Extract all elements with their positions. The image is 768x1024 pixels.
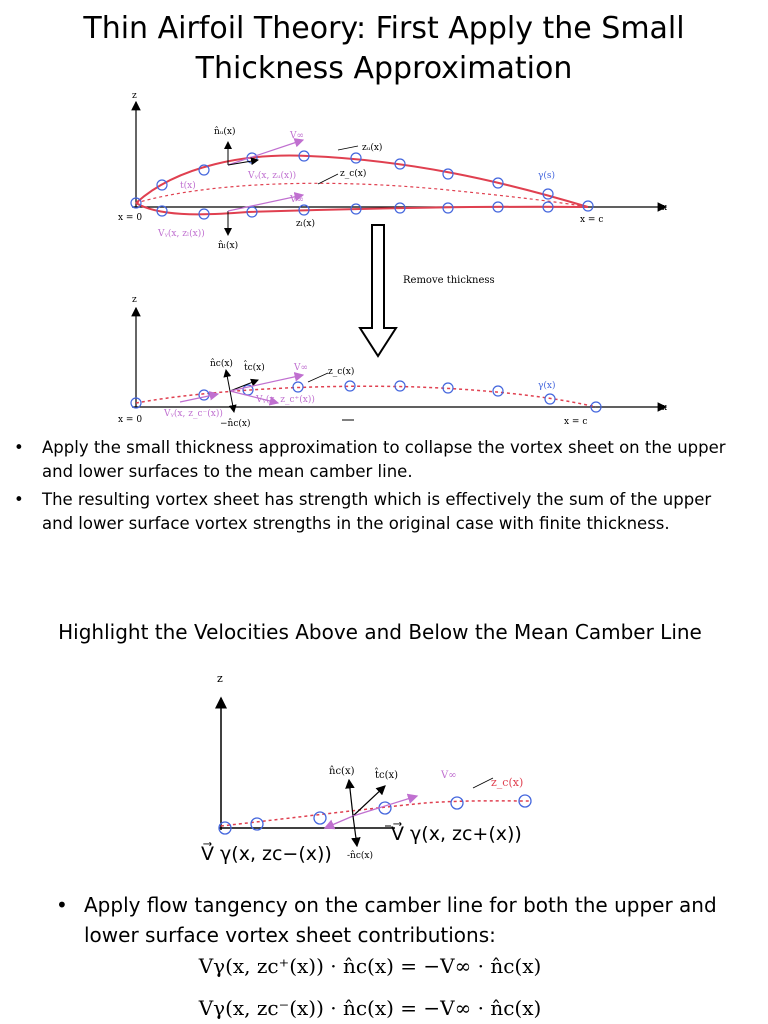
fig2-v-inf-label: V∞ bbox=[441, 770, 457, 781]
n-c-label: n̂c(x) bbox=[210, 359, 233, 369]
t-c-label: t̂c(x) bbox=[244, 363, 265, 373]
bullet-strength: • The resulting vortex sheet has strength which is effectively the sum of the upper and lower surface vortex strengths in the original case with finite thickness. bbox=[0, 488, 768, 536]
t-label: t(x) bbox=[180, 181, 196, 191]
n-l-label: n̂ₗ(x) bbox=[218, 241, 239, 251]
bullet-collapse: • Apply the small thickness approximation to collapse the vortex sheet on the upper and lower surfaces to the mean camber line. bbox=[0, 436, 768, 484]
section-subtitle: Highlight the Velocities Above and Below the Mean Camber Line bbox=[58, 620, 702, 644]
upper-xc-label: x = c bbox=[580, 215, 604, 225]
fig2-n-c-label: n̂c(x) bbox=[329, 766, 355, 777]
bullet-flow-tangency: • Apply flow tangency on the camber line for both the upper and lower surface vortex sheet contributions: bbox=[0, 890, 768, 950]
n-u-label: n̂ᵤ(x) bbox=[214, 127, 236, 137]
thickness-bullet-list bbox=[0, 436, 768, 540]
v-gamma-lower-label: Vᵧ(x, zₗ(x)) bbox=[158, 229, 205, 239]
equation-lower: Vγ(x, zc⁻(x)) · n̂c(x) = −V∞ · n̂c(x) bbox=[198, 996, 542, 1020]
v-inf-lower-label: V∞ bbox=[294, 363, 308, 373]
z-c2-label: z_c(x) bbox=[328, 367, 355, 377]
svg-text:V∞: V∞ bbox=[290, 195, 304, 205]
fig2-t-c-label: t̂c(x) bbox=[375, 770, 399, 781]
fig2-v-plus-label: V⃗ γ(x, zc+(x)) bbox=[391, 823, 522, 845]
z-l-label: zₗ(x) bbox=[296, 219, 316, 229]
lower-x0-label: x = 0 bbox=[118, 415, 143, 425]
equation-upper: Vγ(x, zc⁺(x)) · n̂c(x) = −V∞ · n̂c(x) bbox=[198, 954, 542, 978]
tangency-bullet-list bbox=[0, 890, 768, 950]
z-u-label: zᵤ(x) bbox=[362, 143, 383, 153]
airfoil-camber-line bbox=[136, 183, 588, 207]
gamma-s-label: γ(s) bbox=[538, 171, 556, 181]
title-line-1: Thin Airfoil Theory: First Apply the Small bbox=[83, 11, 685, 46]
upper-x-label: x bbox=[662, 203, 668, 213]
remove-thickness-label: Remove thickness bbox=[403, 275, 495, 286]
fig2-v-minus-label: V⃗ γ(x, zc−(x)) bbox=[201, 843, 332, 865]
v-gamma-upper-label: Vᵧ(x, zᵤ(x)) bbox=[248, 171, 297, 181]
airfoil-thickness-figure bbox=[118, 90, 680, 430]
upper-z-label: z bbox=[132, 91, 137, 101]
lower-xc-label: x = c bbox=[564, 417, 588, 427]
v-inf-upper-label: V∞ bbox=[290, 131, 304, 141]
gamma-x-label: γ(x) bbox=[538, 381, 556, 391]
z-c-label: z_c(x) bbox=[340, 169, 367, 179]
fig2-z-label: z bbox=[217, 672, 223, 685]
v-c-plus-label: Vᵧ(x, z_c⁺(x)) bbox=[256, 395, 315, 405]
title-line-2: Thickness Approximation bbox=[195, 51, 573, 86]
svg-text:x: x bbox=[662, 403, 668, 413]
fig2-z-c-label: z_c(x) bbox=[491, 776, 524, 789]
airfoil-upper-surface bbox=[136, 156, 588, 207]
remove-thickness-arrow bbox=[360, 225, 396, 356]
camber-velocity-figure bbox=[195, 660, 545, 870]
v-c-minus-label: Vᵧ(x, z_c⁻(x)) bbox=[164, 409, 223, 419]
upper-x0-label: x = 0 bbox=[118, 213, 143, 223]
neg-n-c-label: −n̂c(x) bbox=[220, 419, 251, 429]
svg-text:z: z bbox=[132, 295, 137, 305]
fig2-n-c-small-label: -n̂c(x) bbox=[347, 851, 373, 861]
